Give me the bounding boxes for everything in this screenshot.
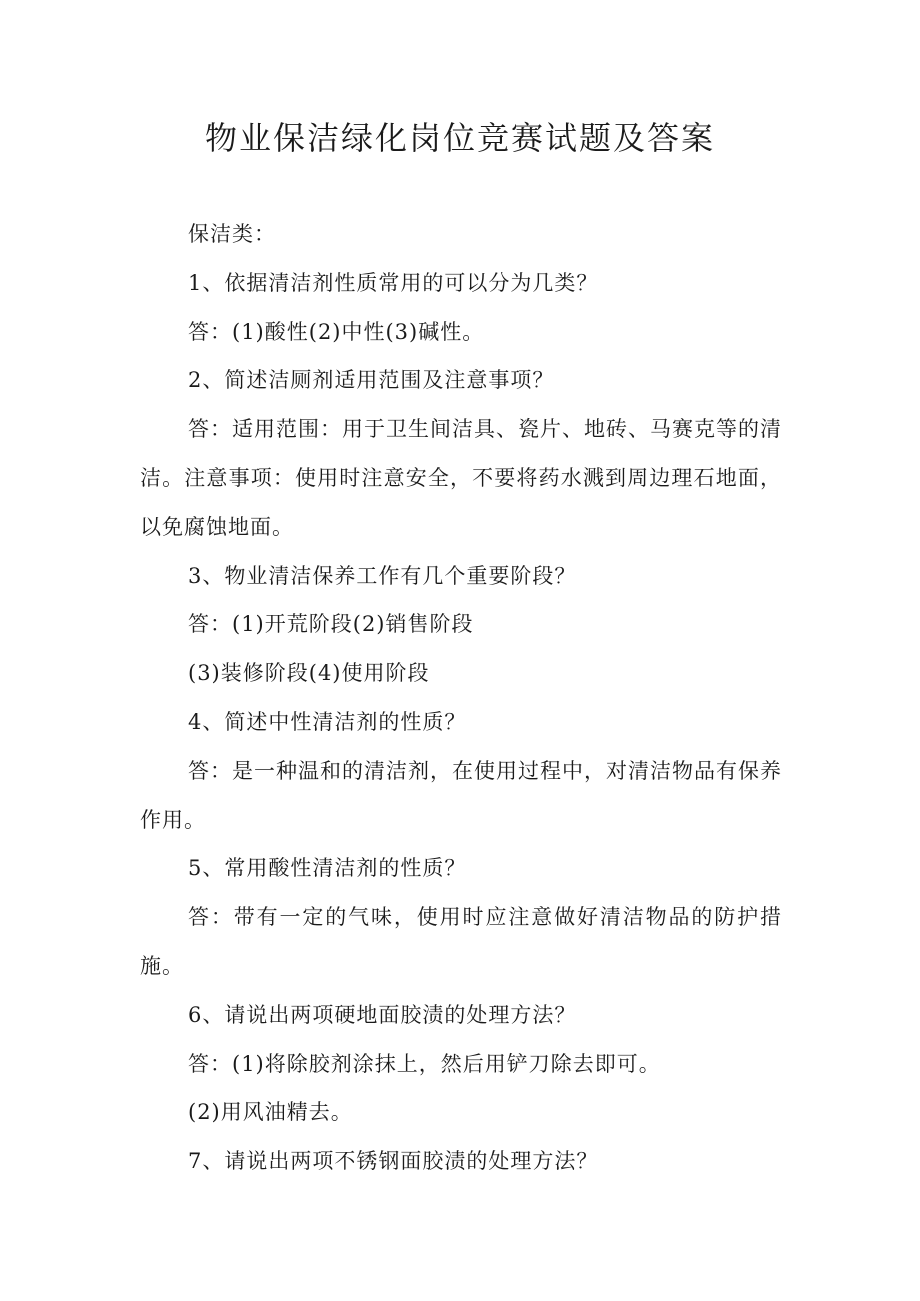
section-heading: 保洁类： [188, 222, 276, 246]
answer-6-line-1: 答：(1)将除胶剂涂抹上，然后用铲刀除去即可。 [188, 1051, 661, 1076]
question-2: 2、简述洁厕剂适用范围及注意事项？ [188, 368, 555, 393]
answer-5: 答：带有一定的气味，使用时应注意做好清洁物品的防护措施。 [140, 905, 782, 978]
question-5: 5、常用酸性清洁剂的性质？ [188, 856, 467, 881]
document-body [140, 210, 782, 1186]
answer-3-line-1: 答：(1)开荒阶段(2)销售阶段 [188, 612, 474, 637]
answer-2: 答：适用范围：用于卫生间洁具、瓷片、地砖、马赛克等的清洁。注意事项：使用时注意安全，不要将药水溅到周边理石地面，以免腐蚀地面。 [140, 417, 782, 539]
question-6: 6、请说出两项硬地面胶渍的处理方法？ [188, 1002, 577, 1027]
question-1: 1、依据清洁剂性质常用的可以分为几类？ [188, 270, 599, 295]
question-3: 3、物业清洁保养工作有几个重要阶段？ [188, 563, 577, 588]
question-4: 4、简述中性清洁剂的性质？ [188, 709, 467, 734]
question-7: 7、请说出两项不锈钢面胶渍的处理方法？ [188, 1149, 599, 1174]
document-title: 物业保洁绿化岗位竞赛试题及答案 [204, 119, 715, 157]
answer-1: 答：(1)酸性(2)中性(3)碱性。 [188, 319, 485, 344]
answer-3-line-2: (3)装修阶段(4)使用阶段 [188, 661, 430, 686]
answer-6-line-2: (2)用风油精去。 [188, 1100, 353, 1125]
answer-4: 答：是一种温和的清洁剂，在使用过程中，对清洁物品有保养作用。 [140, 758, 782, 832]
